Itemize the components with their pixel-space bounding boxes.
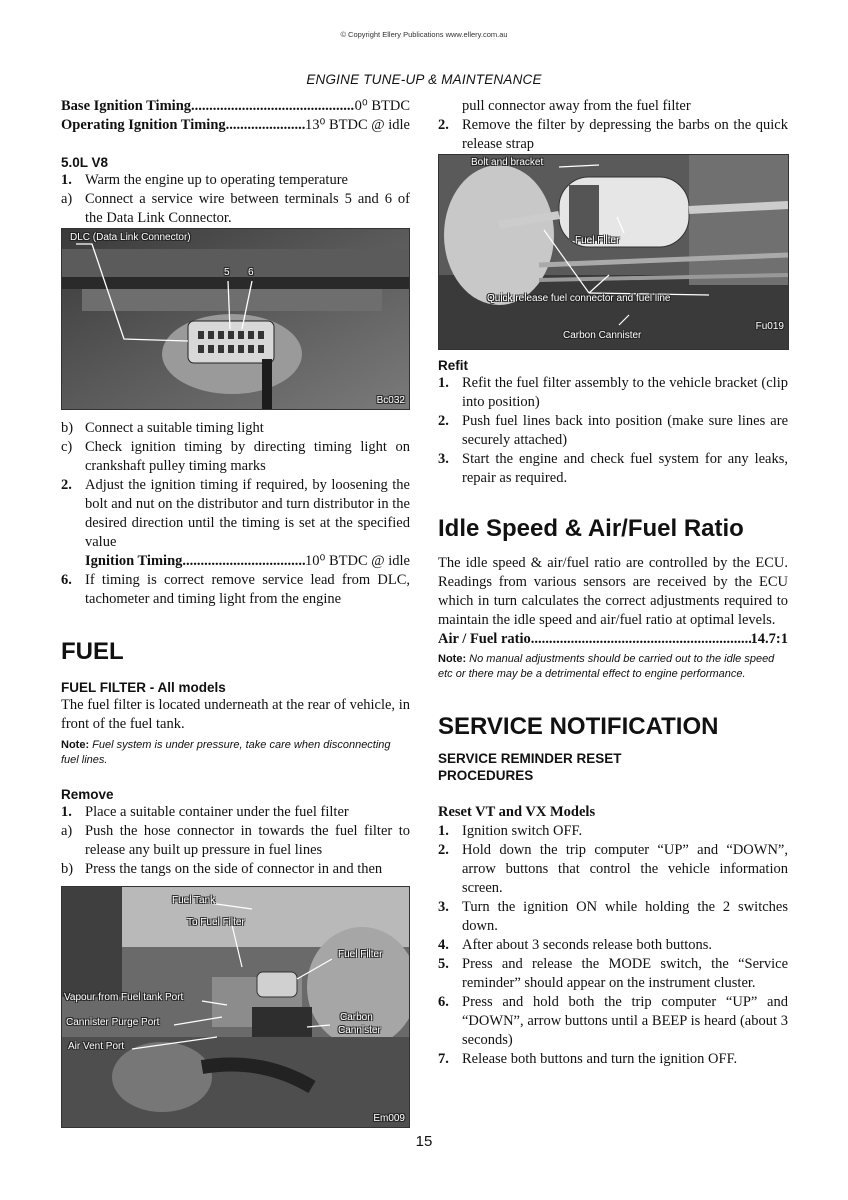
heading-service-reminder: SERVICE REMINDER RESET	[438, 751, 622, 766]
label-air-vent-port: Air Vent Port	[68, 1041, 125, 1052]
list-item: 5. Press and release the MODE switch, the “Service reminder” should appear on the instrument cluster.	[438, 956, 788, 991]
heading-fuel: FUEL	[61, 638, 124, 665]
label-to-fuel-filter: To Fuel Filter	[187, 917, 245, 928]
list-item: 1. Place a suitable container under the fuel filter	[61, 804, 349, 820]
label-bolt-bracket: Bolt and bracket	[471, 157, 544, 168]
list-item: 2. Adjust the ignition timing if required, by loosening the bolt and nut on the distributor and turn distributor in the desired direction until the timing is set at the specified value	[61, 477, 410, 550]
heading-service-notification: SERVICE NOTIFICATION	[438, 713, 719, 740]
list-item: 2. Hold down the trip computer “UP” and “DOWN”, arrow buttons that control the vehicle information screen.	[438, 842, 788, 896]
list-item: 1. Refit the fuel filter assembly to the vehicle bracket (clip into position)	[438, 375, 788, 410]
heading-refit: Refit	[438, 358, 468, 373]
spec-operating-ignition-timing: Operating Ignition Timing ..... 13⁰ BTDC @ idle	[61, 116, 410, 135]
label-cannister: Cannister	[338, 1025, 381, 1036]
label-fuel-tank: Fuel Tank	[172, 895, 216, 906]
idle-speed-text: The idle speed & air/fuel ratio are controlled by the ECU. Readings from various sensors are received by the ECU which in turn calculates the correct adjustments required to maintain the idle speed and air/fuel ratio at optimal levels.	[438, 555, 788, 628]
dlc-photo-drawing	[62, 229, 409, 409]
list-item: a) Connect a service wire between terminals 5 and 6 of the Data Link Connector.	[61, 191, 410, 226]
heading-remove: Remove	[61, 787, 114, 802]
list-item: b) Press the tangs on the side of connector in and then	[61, 861, 383, 877]
right-column	[438, 97, 788, 1069]
list-item: 6. If timing is correct remove service lead from DLC, tachometer and timing light from the engine	[61, 572, 410, 607]
label-pin-6: 6	[248, 267, 254, 278]
photo-code: Fu019	[755, 321, 784, 332]
page-number: 15	[415, 1133, 433, 1150]
copyright-line: © Copyright Ellery Publications www.ellery.com.au	[340, 30, 508, 39]
fuel-note: Note: Fuel system is under pressure, take care when disconnecting fuel lines.	[61, 739, 391, 766]
left-column	[61, 97, 410, 1128]
heading-idle-speed: Idle Speed & Air/Fuel Ratio	[438, 515, 744, 542]
dlc-photo	[61, 228, 410, 410]
label-carbon: Carbon	[340, 1012, 373, 1023]
list-item: 4. After about 3 seconds release both buttons.	[438, 937, 713, 953]
list-item: pull connector away from the fuel filter	[462, 98, 691, 114]
fuel-tank-photo	[61, 886, 410, 1128]
fuel-filter-photo-drawing	[439, 155, 788, 349]
list-item: c) Check ignition timing by directing timing light on crankshaft pulley timing marks	[61, 439, 410, 474]
list-item: 1. Warm the engine up to operating temperature	[61, 172, 348, 188]
section-heading-v8: 5.0L V8	[61, 155, 109, 170]
list-item: b) Connect a suitable timing light	[61, 420, 264, 436]
fuel-filter-text: The fuel filter is located underneath at the rear of vehicle, in front of the fuel tank.	[61, 697, 410, 732]
fuel-filter-photo	[438, 154, 789, 350]
label-quick-release: Quick release fuel connector and fuel line	[487, 293, 671, 304]
label-vapour-port: Vapour from Fuel tank Port	[64, 992, 184, 1003]
label-fuel-filter: Fuel Filter	[575, 235, 620, 246]
label-pin-5: 5	[224, 267, 230, 278]
list-item: 3. Turn the ignition ON while holding the 2 switches down.	[438, 899, 788, 934]
heading-reset-vt-vx: Reset VT and VX Models	[438, 804, 596, 820]
heading-fuel-filter: FUEL FILTER - All models	[61, 680, 226, 695]
running-header: ENGINE TUNE-UP & MAINTENANCE	[306, 72, 542, 87]
photo-code: Bc032	[376, 395, 405, 406]
label-fuel-filter: Fuel Filter	[338, 949, 383, 960]
idle-note: Note: No manual adjustments should be carried out to the idle speed etc or there may be a detrimental effect to engine performance.	[438, 653, 775, 680]
list-item: a) Push the hose connector in towards the fuel filter to release any built up pressure in fuel lines	[61, 823, 410, 858]
photo-code: Em009	[373, 1113, 405, 1124]
spec-base-ignition-timing: Base Ignition Timing ..... 0⁰ BTDC	[61, 97, 410, 116]
heading-service-reminder-2: PROCEDURES	[438, 768, 534, 783]
list-item: 2. Remove the filter by depressing the barbs on the quick release strap	[438, 117, 788, 152]
spec-ignition-timing: Ignition Timing ..... 10⁰ BTDC @ idle	[85, 552, 410, 571]
spec-air-fuel-ratio: Air / Fuel ratio ..... 14.7:1	[438, 630, 788, 649]
list-item: 6. Press and hold both the trip computer “UP” and “DOWN”, arrow buttons until a BEEP is heard (about 3 seconds)	[438, 994, 788, 1048]
list-item: 2. Push fuel lines back into position (make sure lines are securely attached)	[438, 413, 788, 448]
list-item: 3. Start the engine and check fuel system for any leaks, repair as required.	[438, 451, 788, 486]
label-carbon-cannister: Carbon Cannister	[563, 330, 642, 341]
label-purge-port: Cannister Purge Port	[66, 1017, 160, 1028]
list-item: 7. Release both buttons and turn the ignition OFF.	[438, 1051, 738, 1067]
list-item: 1. Ignition switch OFF.	[438, 823, 583, 839]
label-dlc: DLC (Data Link Connector)	[70, 232, 191, 243]
